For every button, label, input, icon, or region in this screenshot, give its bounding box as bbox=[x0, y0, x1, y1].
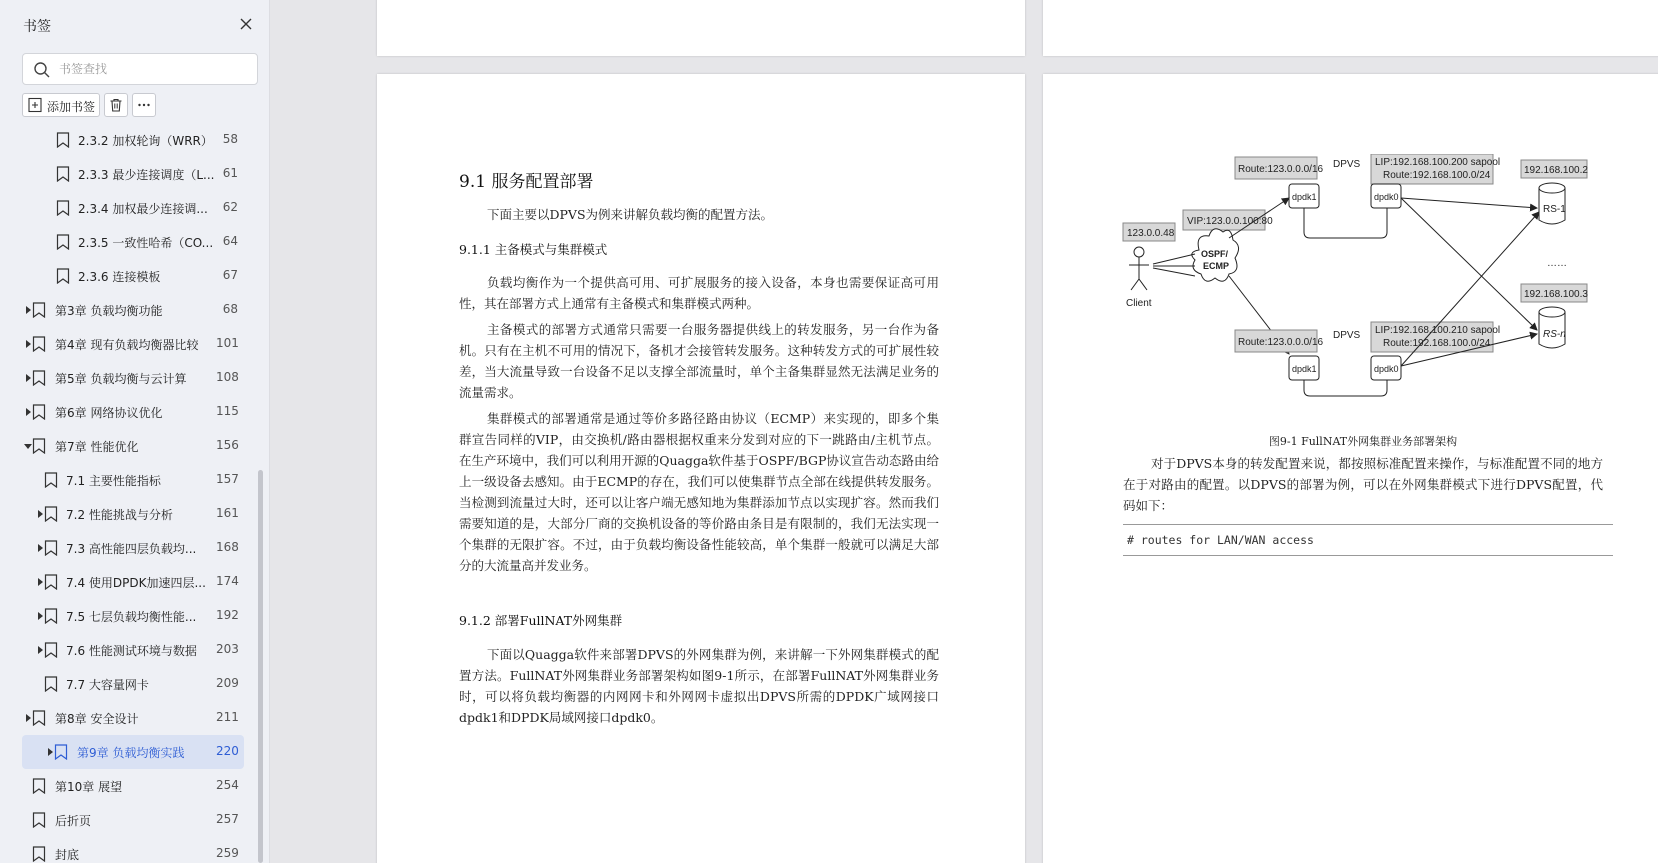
bookmark-icon bbox=[44, 642, 58, 658]
bookmark-item[interactable] bbox=[0, 463, 260, 497]
bookmark-icon bbox=[44, 574, 58, 590]
ospf-text: OSPF/ bbox=[1201, 249, 1229, 259]
caret-right-icon[interactable] bbox=[36, 612, 44, 620]
bookmark-label: 第4章 现有负载均衡器比较 bbox=[55, 338, 199, 352]
more-options-button[interactable] bbox=[132, 93, 156, 117]
bookmark-page-number: 115 bbox=[216, 404, 239, 418]
caret-right-icon[interactable] bbox=[36, 510, 44, 518]
bookmark-item[interactable] bbox=[0, 157, 260, 191]
paragraph: 主备模式的部署方式通常只需要一台服务器提供线上的转发服务，另一台作为备机。只有在主机不可用的情况下，备机才会接管转发服务。这种转发方式的可扩展性较差，当大流量导致一台设备不足以支撑全部流量时，单个主备集群显然无法满足业务的流量需求。 bbox=[459, 322, 939, 400]
caret-right-icon[interactable] bbox=[24, 306, 32, 314]
caret-right-icon[interactable] bbox=[36, 544, 44, 552]
bookmark-label: 7.3 高性能四层负载均... bbox=[66, 542, 197, 556]
bookmark-page-number: 192 bbox=[216, 608, 239, 622]
document-page-right bbox=[1043, 74, 1658, 863]
route-lan-bottom-text: Route:192.168.100.0/24 bbox=[1383, 338, 1491, 349]
paragraph: 负载均衡作为一个提供高可用、可扩展服务的接入设备，本身也需要保证高可用性，其在部署方式上通常有主备模式和集群模式两种。 bbox=[459, 275, 939, 311]
bookmark-icon bbox=[44, 608, 58, 624]
dpvs-bottom-text: DPVS bbox=[1333, 330, 1361, 341]
bookmark-item[interactable] bbox=[0, 667, 260, 701]
caret-right-icon[interactable] bbox=[24, 408, 32, 416]
bookmark-item[interactable] bbox=[0, 599, 260, 633]
document-viewer[interactable] bbox=[271, 0, 1658, 863]
route-top-text: Route:123.0.0.0/16 bbox=[1238, 164, 1324, 175]
bookmark-page-number: 211 bbox=[216, 710, 239, 724]
bookmark-icon bbox=[32, 336, 46, 352]
bookmark-item[interactable] bbox=[0, 225, 260, 259]
route-bottom-text: Route:123.0.0.0/16 bbox=[1238, 337, 1324, 348]
bookmark-item[interactable] bbox=[0, 837, 260, 863]
bookmark-page-number: 156 bbox=[216, 438, 239, 452]
bookmark-icon bbox=[56, 268, 70, 284]
bookmark-item[interactable] bbox=[0, 293, 260, 327]
more-icon bbox=[136, 97, 152, 113]
bookmark-item[interactable] bbox=[0, 497, 260, 531]
rsn-ip-text: 192.168.100.3 bbox=[1524, 289, 1588, 300]
rs1-ip-text: 192.168.100.2 bbox=[1524, 165, 1588, 176]
bookmark-label: 7.4 使用DPDK加速四层... bbox=[66, 576, 206, 590]
bookmark-page-number: 209 bbox=[216, 676, 239, 690]
bookmark-label: 2.3.2 加权轮询（WRR） bbox=[78, 134, 213, 148]
bookmark-page-number: 62 bbox=[222, 200, 238, 214]
code-line: # routes for LAN/WAN access bbox=[1127, 533, 1314, 547]
client-ip-text: 123.0.0.48 bbox=[1127, 228, 1175, 239]
subsection-heading-2: 9.1.2 部署FullNAT外网集群 bbox=[459, 613, 623, 628]
previous-page-left bbox=[377, 0, 1025, 56]
bookmark-search bbox=[22, 53, 258, 85]
client-person-icon bbox=[1129, 247, 1149, 290]
bookmark-label: 2.3.4 加权最少连接调... bbox=[78, 202, 208, 216]
bookmark-item[interactable] bbox=[0, 429, 260, 463]
dpdk0-bottom-text: dpdk0 bbox=[1374, 364, 1399, 374]
bookmark-page-number: 203 bbox=[216, 642, 239, 656]
bookmark-label: 7.2 性能挑战与分析 bbox=[66, 508, 173, 522]
bookmark-page-number: 67 bbox=[222, 268, 238, 282]
bookmark-label: 7.5 七层负载均衡性能... bbox=[66, 610, 197, 624]
fullnat-architecture-diagram bbox=[1121, 154, 1597, 400]
bookmark-item[interactable] bbox=[0, 633, 260, 667]
bookmark-item[interactable] bbox=[0, 565, 260, 599]
add-bookmark-button[interactable] bbox=[22, 93, 100, 117]
bookmark-label: 2.3.3 最少连接调度（L... bbox=[78, 168, 215, 182]
code-block bbox=[1123, 524, 1613, 556]
bookmark-page-number: 168 bbox=[216, 540, 239, 554]
bookmark-page-number: 174 bbox=[216, 574, 239, 588]
caret-right-icon[interactable] bbox=[24, 374, 32, 382]
bookmark-icon bbox=[44, 676, 58, 692]
bookmark-page-number: 64 bbox=[222, 234, 238, 248]
lip-bottom-text: LIP:192.168.100.210 sapool bbox=[1375, 325, 1501, 336]
dpdk1-top-text: dpdk1 bbox=[1292, 192, 1317, 202]
bookmark-page-number: 259 bbox=[216, 846, 239, 860]
add-bookmark-label: 添加书签 bbox=[47, 100, 96, 114]
bookmark-label: 7.6 性能测试环境与数据 bbox=[66, 644, 197, 658]
client-text: Client bbox=[1126, 298, 1152, 309]
rs1-text: RS-1 bbox=[1543, 204, 1566, 215]
bookmark-page-number: 254 bbox=[216, 778, 239, 792]
dpdk0-top-text: dpdk0 bbox=[1374, 192, 1399, 202]
previous-page-right bbox=[1043, 0, 1658, 56]
paragraph: 下面以Quagga软件来部署DPVS的外网集群为例，来讲解一下外网集群模式的配置方法。FullNAT外网集群业务部署架构如图9-1所示，在部署FullNAT外网集群业务时，可以将负载均衡器的内网网卡和外网网卡虚拟出DPVS所需的DPDK广域网接口dpdk1和DPDK局域网接口dpdk0。 bbox=[459, 647, 939, 725]
search-icon bbox=[33, 61, 51, 79]
caret-right-icon[interactable] bbox=[46, 748, 54, 756]
ecmp-text: ECMP bbox=[1203, 261, 1230, 271]
bookmark-label: 封底 bbox=[55, 848, 80, 862]
bookmark-item[interactable] bbox=[0, 327, 260, 361]
rs-dots-text: …… bbox=[1547, 258, 1567, 269]
bookmark-page-number: 161 bbox=[216, 506, 239, 520]
bookmark-label: 2.3.6 连接模板 bbox=[78, 270, 161, 284]
bookmark-label: 第6章 网络协议优化 bbox=[55, 406, 163, 420]
bookmark-item[interactable] bbox=[0, 361, 260, 395]
bookmark-search-input[interactable] bbox=[59, 59, 249, 79]
intro-paragraph: 下面主要以DPVS为例来讲解负载均衡的配置方法。 bbox=[487, 207, 774, 222]
bookmark-item[interactable] bbox=[0, 191, 260, 225]
subsection-heading-1: 9.1.1 主备模式与集群模式 bbox=[459, 242, 608, 257]
bookmark-sidebar bbox=[0, 0, 270, 863]
bookmark-item[interactable] bbox=[0, 123, 260, 157]
bookmark-list bbox=[0, 123, 260, 863]
caret-right-icon[interactable] bbox=[36, 646, 44, 654]
document-page-left bbox=[377, 74, 1025, 863]
bookmark-icon bbox=[32, 778, 46, 794]
rsn-server-icon bbox=[1539, 307, 1565, 348]
bookmark-label: 第9章 负载均衡实践 bbox=[77, 746, 185, 760]
bookmark-icon bbox=[32, 846, 46, 862]
dpdk1-bottom-text: dpdk1 bbox=[1292, 364, 1317, 374]
bookmark-label: 2.3.5 一致性哈希（CO... bbox=[78, 236, 214, 250]
bookmark-icon bbox=[32, 812, 46, 828]
route-lan-top-text: Route:192.168.100.0/24 bbox=[1383, 170, 1491, 181]
bookmark-item[interactable] bbox=[0, 769, 260, 803]
bookmark-icon bbox=[44, 472, 58, 488]
caret-right-icon[interactable] bbox=[36, 578, 44, 586]
bookmark-icon bbox=[56, 166, 70, 182]
figure-caption: 图9-1 FullNAT外网集群业务部署架构 bbox=[1268, 435, 1458, 448]
bookmark-page-number: 68 bbox=[222, 302, 238, 316]
rsn-text: RS-n bbox=[1543, 329, 1566, 340]
bookmark-item[interactable] bbox=[0, 395, 260, 429]
paragraph: 集群模式的部署通常是通过等价多路径路由协议（ECMP）来实现的，即多个集群宣告同样的VIP，由交换机/路由器根据权重来分发到对应的下一跳路由/主机节点。在生产环境中，我们可以利用开源的Quagga软件基于OSPF/BGP协议宣告动态路由给上一级设备去感知。由于ECMP的存在，我们可以使集群节点全部在线提供转发服务。当检测到流量过大时，还可以让客户端无感知地为集群添加节点以实现扩容。然而我们需要知道的是，大部分厂商的交换机设备的等价路由条目是有限制的，我们无法实现一个集群的无限扩容。不过，由于负载均衡设备性能较高，单个集群一般就可以满足大部分的大流量高并发业务。 bbox=[459, 411, 939, 573]
bookmark-icon bbox=[56, 132, 70, 148]
bookmark-label: 第7章 性能优化 bbox=[55, 440, 139, 454]
bookmark-icon bbox=[32, 370, 46, 386]
bookmark-label: 第8章 安全设计 bbox=[55, 712, 139, 726]
close-icon[interactable] bbox=[236, 14, 256, 34]
bookmark-icon bbox=[32, 404, 46, 420]
sidebar-scrollbar[interactable] bbox=[258, 470, 263, 863]
add-bookmark-icon bbox=[27, 97, 43, 113]
bookmark-item[interactable] bbox=[0, 531, 260, 565]
bookmark-page-number: 61 bbox=[222, 166, 238, 180]
bookmark-label: 7.1 主要性能指标 bbox=[66, 474, 161, 488]
bookmark-page-number: 220 bbox=[216, 744, 239, 758]
bookmark-label: 第5章 负载均衡与云计算 bbox=[55, 372, 187, 386]
bookmark-page-number: 157 bbox=[216, 472, 239, 486]
bookmark-icon bbox=[32, 302, 46, 318]
bookmark-page-number: 257 bbox=[216, 812, 239, 826]
bookmark-icon bbox=[56, 234, 70, 250]
bookmark-icon bbox=[44, 540, 58, 556]
bookmark-item[interactable] bbox=[22, 735, 244, 769]
section-heading: 9.1 服务配置部署 bbox=[459, 172, 594, 192]
bookmark-icon bbox=[44, 506, 58, 522]
bookmark-item[interactable] bbox=[0, 259, 260, 293]
vip-text: VIP:123.0.0.100:80 bbox=[1187, 216, 1273, 227]
dpvs-top-text: DPVS bbox=[1333, 159, 1361, 170]
bookmark-label: 第3章 负载均衡功能 bbox=[55, 304, 163, 318]
bookmark-icon bbox=[54, 744, 68, 760]
paragraph: 对于DPVS本身的转发配置来说，都按照标准配置来操作，与标准配置不同的地方在于对路由的配置。以DPVS的部署为例，可以在外网集群模式下进行DPVS配置，代码如下： bbox=[1123, 456, 1603, 513]
bookmark-page-number: 108 bbox=[216, 370, 239, 384]
bookmark-label: 第10章 展望 bbox=[55, 780, 123, 794]
caret-right-icon[interactable] bbox=[24, 340, 32, 348]
trash-icon bbox=[108, 97, 124, 113]
bookmark-label: 后折页 bbox=[55, 814, 92, 828]
bookmark-page-number: 58 bbox=[222, 132, 238, 146]
delete-bookmark-button[interactable] bbox=[104, 93, 128, 117]
bookmark-page-number: 101 bbox=[216, 336, 239, 350]
bookmark-item[interactable] bbox=[0, 803, 260, 837]
bookmark-label: 7.7 大容量网卡 bbox=[66, 678, 149, 692]
bookmark-icon bbox=[56, 200, 70, 216]
lip-top-text: LIP:192.168.100.200 sapool bbox=[1375, 157, 1501, 168]
sidebar-title: 书签 bbox=[23, 19, 51, 35]
bookmark-icon bbox=[32, 710, 46, 726]
bookmark-item[interactable] bbox=[0, 701, 260, 735]
bookmark-icon bbox=[32, 438, 46, 454]
caret-right-icon[interactable] bbox=[24, 714, 32, 722]
caret-down-icon[interactable] bbox=[24, 442, 32, 450]
